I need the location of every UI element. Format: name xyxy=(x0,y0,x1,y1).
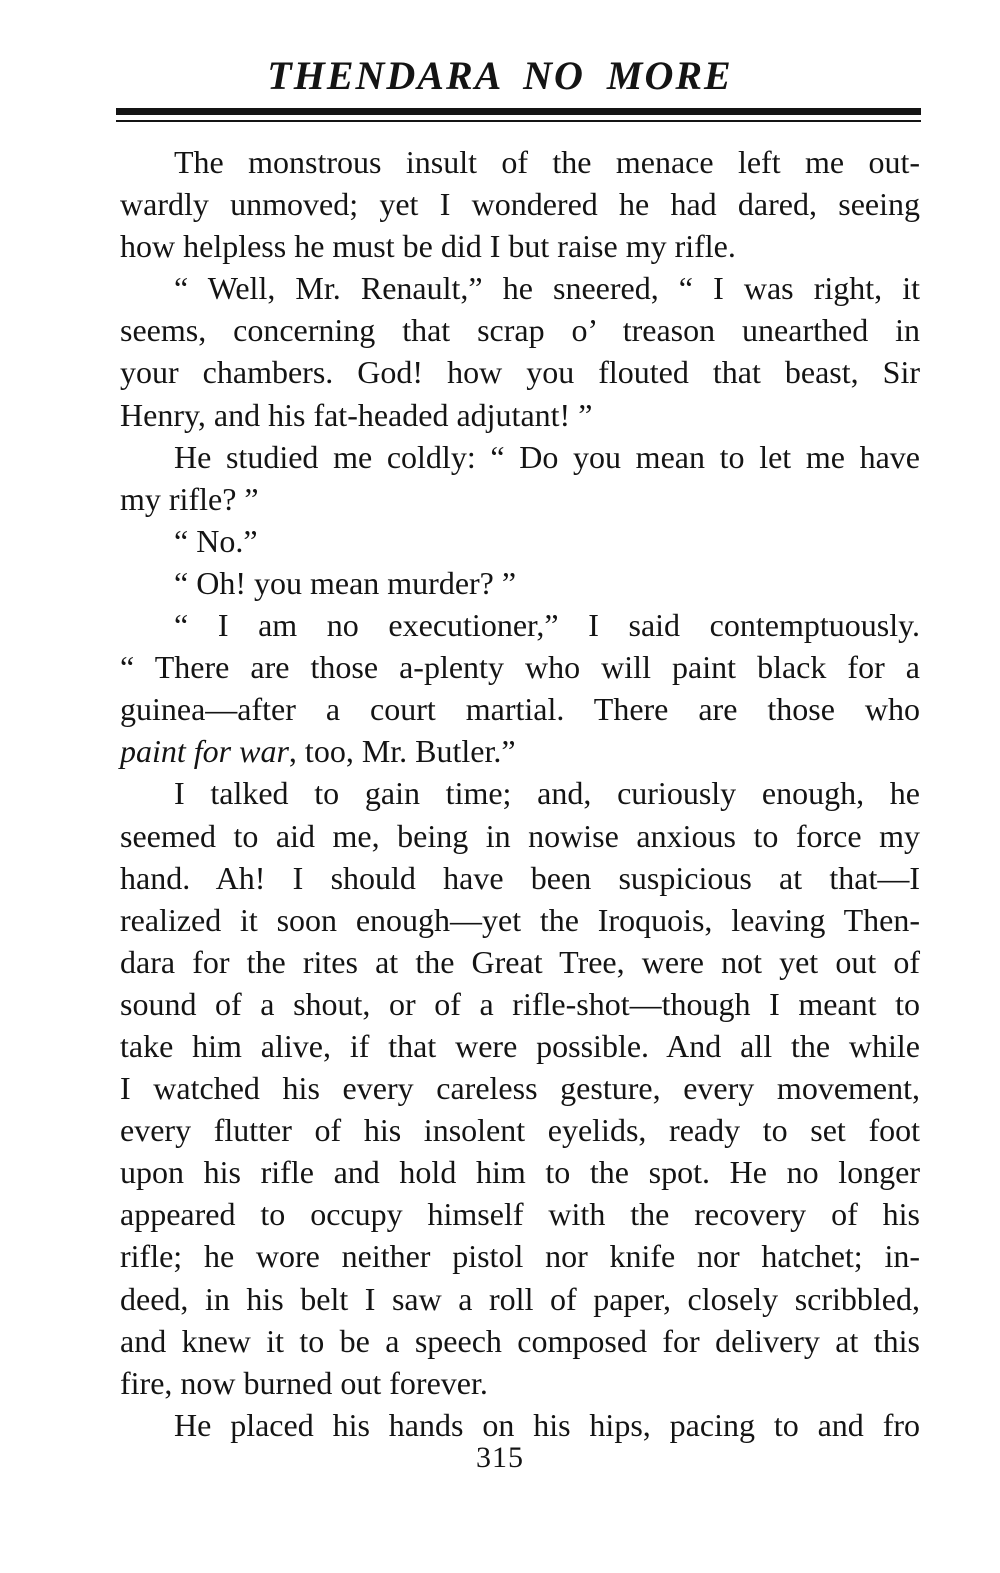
text-line: how helpless he must be did I but raise my rifle. xyxy=(120,228,736,265)
text-line: wardly unmoved; yet I wondered he had dared, seeing xyxy=(120,186,920,223)
header-rule-thin xyxy=(116,120,921,122)
paragraph xyxy=(120,520,920,562)
text-line: deed, in his belt I saw a roll of paper, closely scribbled, xyxy=(120,1280,920,1317)
paragraph xyxy=(120,436,920,520)
text-line: “ Oh! you mean murder? ” xyxy=(174,564,517,601)
text-line: Henry, and his fat-headed adjutant! ” xyxy=(120,396,593,433)
text-line: I watched his every careless gesture, every movement, xyxy=(120,1070,920,1107)
text-line: my rifle? ” xyxy=(120,480,259,517)
running-head: THENDARA NO MORE xyxy=(267,53,733,98)
text-line: realized it soon enough—yet the Iroquois, leaving Then- xyxy=(120,901,920,938)
text-line: I talked to gain time; and, curiously enough, he xyxy=(174,775,920,812)
text-line xyxy=(120,730,920,772)
header-rule-thick xyxy=(116,108,921,115)
body-text xyxy=(120,141,920,1446)
paragraph xyxy=(120,267,920,435)
paragraph xyxy=(120,604,920,772)
text-line: every flutter of his insolent eyelids, ready to set foot xyxy=(120,1112,920,1149)
text-line: hand. Ah! I should have been suspicious at that—I xyxy=(120,859,920,896)
text-line: take him alive, if that were possible. And all the while xyxy=(120,1027,920,1064)
text-line: “ No.” xyxy=(174,522,258,559)
text-fragment: , too, Mr. Butler.” xyxy=(288,733,516,770)
emphasis-text: paint for war xyxy=(120,733,289,770)
text-line: The monstrous insult of the menace left me out- xyxy=(174,144,920,180)
paragraph xyxy=(120,562,920,604)
text-line: He placed his hands on his hips, pacing to and fro xyxy=(174,1406,920,1443)
text-line: “ Well, Mr. Renault,” he sneered, “ I was right, it xyxy=(174,270,920,307)
text-line: sound of a shout, or of a rifle-shot—though I meant to xyxy=(120,985,920,1022)
text-line: fire, now burned out forever. xyxy=(120,1364,488,1401)
text-line: your chambers. God! how you flouted that beast, Sir xyxy=(120,354,920,391)
text-line: seems, concerning that scrap o’ treason unearthed in xyxy=(120,312,920,349)
text-line: seemed to aid me, being in nowise anxious to force my xyxy=(120,817,920,854)
paragraph xyxy=(120,141,920,267)
text-line: dara for the rites at the Great Tree, were not yet out of xyxy=(120,943,920,980)
page-number: 315 xyxy=(476,1441,524,1474)
text-line: “ I am no executioner,” I said contemptuously. xyxy=(174,607,920,644)
text-line: appeared to occupy himself with the recovery of his xyxy=(120,1196,920,1233)
paragraph xyxy=(120,772,920,1403)
text-line: guinea—after a court martial. There are those who xyxy=(120,691,920,728)
text-line: He studied me coldly: “ Do you mean to let me have xyxy=(174,438,920,475)
text-line: upon his rifle and hold him to the spot. He no longer xyxy=(120,1154,920,1191)
text-line: “ There are those a-plenty who will paint black for a xyxy=(120,649,920,686)
text-line: rifle; he wore neither pistol nor knife nor hatchet; in- xyxy=(120,1238,920,1275)
text-line: and knew it to be a speech composed for delivery at this xyxy=(120,1322,920,1359)
